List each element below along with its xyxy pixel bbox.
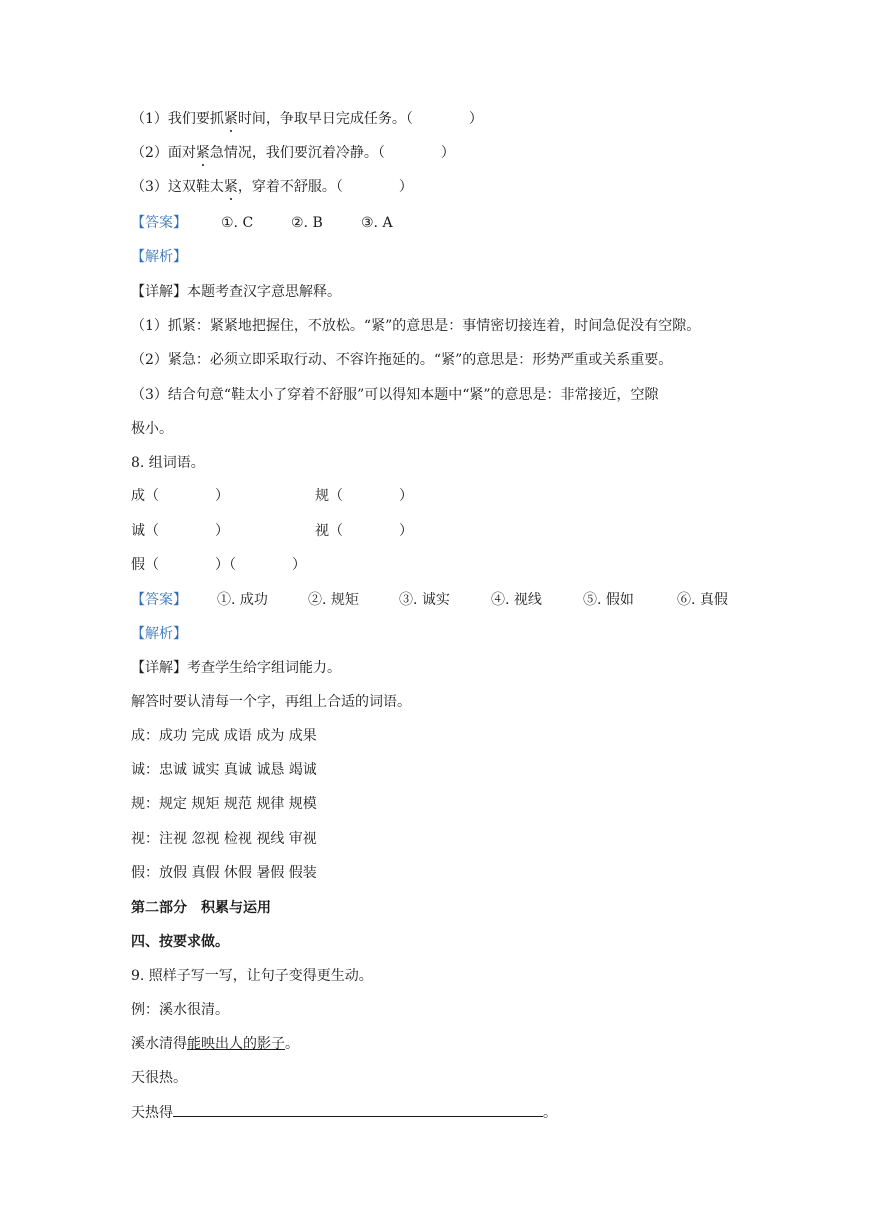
q8-words-4: 视：注视 忽视 检视 视线 审视: [131, 831, 317, 847]
q7-explanation-3b: 极小。: [131, 421, 173, 437]
q7-answer-2: ②. B: [291, 215, 323, 231]
q8-note: 解答时要认清每一个字，再组上合适的词语。: [131, 694, 411, 710]
q8-detail: 【详解】考查学生给字组词能力。: [131, 660, 341, 676]
q8-answer-line: [131, 590, 728, 610]
q9-answer-blank[interactable]: [173, 1102, 543, 1117]
q9-fill-line: [131, 1102, 557, 1123]
q9-fill-pre: 天热得: [131, 1105, 173, 1121]
q7-answer-1: ①. C: [221, 215, 254, 231]
q9-title: 9. 照样子写一写，让句子变得更生动。: [131, 968, 373, 984]
q9-prompt: 天很热。: [131, 1070, 187, 1086]
q9-ex-pre: 溪水清得: [131, 1036, 187, 1052]
q7-explanation-2: （2）紧急：必须立即采取行动、不容许拖延的。“紧”的意思是：形势严重或关系重要。: [131, 352, 673, 368]
q9-ex-underlined: 能映出人的影子: [187, 1036, 285, 1052]
q8-answer-3: ③. 诚实: [399, 592, 450, 608]
q7-s1-pre: （1）我们要抓: [131, 111, 224, 127]
q8-row2-right: 视（ ）: [315, 523, 413, 539]
q7-explanation-1: （1）抓紧：紧紧地把握住，不放松。“紧”的意思是：事情密切接连着，时间急促没有空隙。: [131, 318, 701, 334]
q7-s2-dotted-char: 紧: [195, 145, 210, 161]
q8-answer-1: ①. 成功: [217, 592, 268, 608]
q7-s3-post: ，穿着不舒服。（ ）: [237, 179, 413, 195]
q7-s1-dotted-char: 紧: [223, 111, 238, 127]
q9-ex-post: 。: [285, 1036, 299, 1052]
q9-fill-post: 。: [543, 1105, 557, 1121]
q8-row3: 假（ ）（ ）: [131, 557, 306, 573]
q8-row1-right: 规（ ）: [315, 488, 413, 504]
q7-answer-3: ③. A: [361, 215, 393, 231]
q7-sentence-3: [131, 177, 413, 197]
q8-words-1: 成：成功 完成 成语 成为 成果: [131, 728, 317, 744]
q8-analysis-label: 【解析】: [131, 626, 187, 642]
q7-answer-label: 【答案】: [131, 215, 187, 231]
q7-detail: 【详解】本题考查汉字意思解释。: [131, 284, 341, 300]
q8-words-3: 规：规定 规矩 规范 规律 规模: [131, 796, 317, 812]
q7-s2-post: 急情况，我们要沉着冷静。（ ）: [209, 145, 455, 161]
q8-answer-4: ④. 视线: [491, 592, 542, 608]
q7-answer-line: [131, 213, 393, 233]
q7-sentence-2: [131, 143, 455, 163]
q9-example: 例：溪水很清。: [131, 1002, 229, 1018]
part2-heading: 第二部分 积累与运用: [131, 900, 271, 916]
q7-explanation-3a: （3）结合句意“鞋太小了穿着不舒服”可以得知本题中“紧”的意思是：非常接近，空隙: [131, 387, 659, 403]
q7-s2-pre: （2）面对: [131, 145, 196, 161]
q7-s3-dotted-char: 紧: [223, 179, 238, 195]
q8-title: 8. 组词语。: [131, 455, 205, 471]
q8-answer-label: 【答案】: [131, 592, 187, 608]
section4-heading: 四、按要求做。: [131, 934, 229, 950]
q7-sentence-1: [131, 109, 483, 129]
q8-answer-2: ②. 规矩: [308, 592, 359, 608]
q7-s1-post: 时间，争取早日完成任务。（ ）: [237, 111, 483, 127]
q8-words-5: 假：放假 真假 休假 暑假 假装: [131, 865, 317, 881]
q8-answer-5: ⑤. 假如: [583, 592, 634, 608]
q7-s3-pre: （3）这双鞋太: [131, 179, 224, 195]
q8-row1-left: 成（ ）: [131, 488, 229, 504]
q7-analysis-label: 【解析】: [131, 249, 187, 265]
q9-example-sentence: [131, 1034, 299, 1054]
q8-words-2: 诚：忠诚 诚实 真诚 诚恳 竭诚: [131, 762, 317, 778]
q8-answer-6: ⑥. 真假: [677, 592, 728, 608]
q8-row2-left: 诚（ ）: [131, 523, 229, 539]
